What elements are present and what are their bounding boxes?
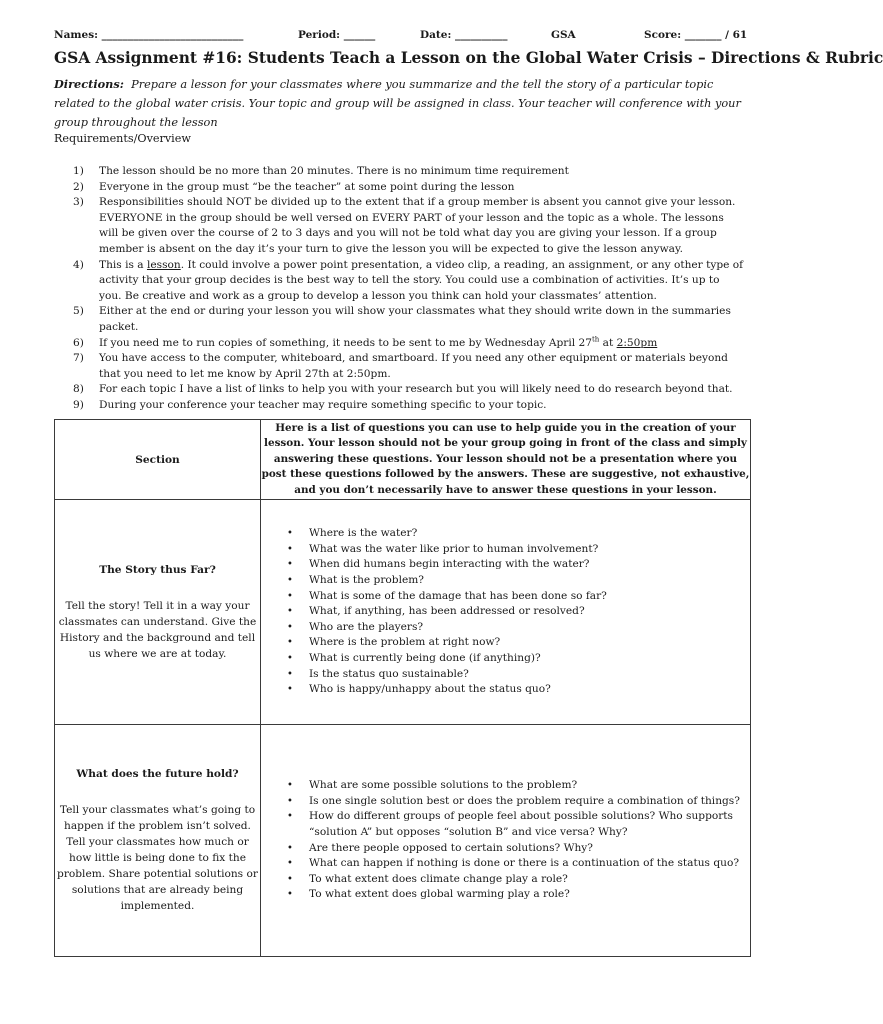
requirement-number: 7) [73, 352, 84, 365]
question-item [287, 589, 750, 605]
question-text: Where is the problem at right now? [309, 636, 501, 649]
question-list [261, 526, 750, 698]
requirement-number: 5) [73, 305, 84, 318]
requirement-number: 9) [73, 398, 84, 411]
requirement-item [54, 258, 744, 305]
requirement-item [54, 164, 744, 180]
bullet-icon: • [287, 889, 293, 901]
question-item [287, 604, 750, 620]
bullet-icon: • [287, 575, 293, 587]
requirement-text: You have access to the computer, whiteboard, and smartboard. If you need any other equipment or materials beyond that you need to let me know by April 27th at 2:50pm. [99, 352, 728, 380]
question-item [287, 794, 750, 810]
bullet-icon: • [287, 858, 293, 870]
question-text: Is the status quo sustainable? [309, 667, 469, 680]
rubric-table [54, 419, 751, 957]
rubric-header-row [55, 420, 751, 500]
period-field: Period: ______ [298, 29, 376, 41]
requirement-text-pre: This is a [99, 258, 147, 271]
rubric-header-questions: Here is a list of questions you can use to help guide you in the creation of your lesson. Your lesson should not be your group going in front of the class and simply answering these questions. Your lesson should not be a presentation where you post these questions followed by the answers. These are suggestive, not exhaustive, and you don’t necessarily have to answer these questions in your lesson. [261, 420, 751, 500]
bullet-icon: • [287, 621, 293, 633]
rubric-header-section: Section [55, 420, 261, 500]
question-text: Is one single solution best or does the problem require a combination of things? [309, 794, 740, 807]
requirement-item [54, 180, 744, 196]
bullet-icon: • [287, 668, 293, 680]
requirement-item [54, 304, 744, 335]
requirement-item [54, 336, 744, 352]
bullet-icon: • [287, 811, 293, 823]
question-text: To what extent does climate change play a role? [309, 872, 568, 885]
section-title: What does the future hold? [76, 768, 239, 780]
question-item [287, 526, 750, 542]
names-field: Names: ___________________________ [54, 29, 244, 41]
bullet-icon: • [287, 842, 293, 854]
bullet-icon: • [287, 637, 293, 649]
bullet-icon: • [287, 780, 293, 792]
question-item [287, 635, 750, 651]
requirement-item [54, 382, 744, 398]
requirements-list [54, 164, 744, 414]
requirement-item [54, 351, 744, 382]
question-item [287, 620, 750, 636]
question-item [287, 682, 750, 698]
requirement-deadline: 2:50pm [616, 336, 658, 349]
requirement-text: During your conference your teacher may require something specific to your topic. [99, 398, 547, 411]
questions-cell [261, 500, 751, 725]
bullet-icon: • [287, 795, 293, 807]
question-text: To what extent does global warming play a role? [309, 888, 570, 901]
requirements-heading: Requirements/Overview [54, 132, 191, 145]
question-text: When did humans begin interacting with the water? [309, 558, 590, 571]
bullet-icon: • [287, 590, 293, 602]
date-field: Date: __________ [420, 29, 508, 41]
requirement-number: 4) [73, 258, 84, 271]
rubric-row-story [55, 500, 751, 725]
section-cell [55, 500, 261, 725]
bullet-icon: • [287, 652, 293, 664]
requirement-text: . It could involve a power point presentation, a video clip, a reading, an assignment, or any other type of activity that your group decides is the best way to tell the story. You could use a combination of activities. It’s up to you. Be creative and work as a group to develop a lesson you think can hold your classmates’ attention. [99, 258, 744, 302]
question-item [287, 872, 750, 888]
question-text: What, if anything, has been addressed or resolved? [309, 605, 585, 618]
question-text: How do different groups of people feel about possible solutions? Who supports “solution A” but opposes “solution B” and vice versa? Why? [309, 810, 733, 838]
question-item [287, 651, 750, 667]
requirement-number: 3) [73, 196, 84, 209]
question-item [287, 778, 750, 794]
score-field: Score: _______ / 61 [644, 29, 748, 41]
question-text: Are there people opposed to certain solutions? Why? [309, 841, 593, 854]
question-text: What can happen if nothing is done or there is a continuation of the status quo? [309, 857, 740, 870]
section-description: Tell your classmates what’s going to happen if the problem isn’t solved. Tell your classmates how much or how little is being done to fix the problem. Share potential solutions or solutions that are already being implemented. [57, 804, 258, 912]
question-item [287, 542, 750, 558]
requirement-number: 8) [73, 383, 84, 396]
question-text: What is some of the damage that has been done so far? [309, 589, 607, 602]
question-text: What is currently being done (if anything)? [309, 651, 541, 664]
requirement-text-mid: at [599, 336, 617, 349]
question-item [287, 557, 750, 573]
requirement-text: Either at the end or during your lesson you will show your classmates what they should write down in the summaries packet. [99, 305, 731, 333]
course-label: GSA [551, 29, 576, 41]
questions-cell [261, 725, 751, 957]
question-text: Who is happy/unhappy about the status quo? [309, 683, 551, 696]
requirement-underlined-word: lesson [146, 258, 181, 271]
question-item [287, 573, 750, 589]
question-text: What was the water like prior to human involvement? [309, 542, 599, 555]
bullet-icon: • [287, 528, 293, 540]
question-text: Where is the water? [309, 527, 418, 540]
directions-label: Directions: [54, 77, 124, 91]
section-cell [55, 725, 261, 957]
bullet-icon: • [287, 606, 293, 618]
requirement-number: 6) [73, 336, 84, 349]
question-text: Who are the players? [309, 620, 424, 633]
question-item [287, 856, 750, 872]
directions-paragraph [54, 75, 744, 132]
section-title: The Story thus Far? [99, 563, 216, 576]
requirement-text: Responsibilities should NOT be divided up to the extent that if a group member is absent you cannot give your lesson. EVERYONE in the group should be well versed on EVERY PART of your lesson and the topic as a whole. The lessons will be given over the course of 2 to 3 days and you will not be told what day you are giving your lesson. If a group member is absent on the day it’s your turn to give the lesson you will be expected to give the lesson anyway. [99, 196, 736, 255]
requirement-number: 1) [73, 165, 84, 177]
requirement-text: Everyone in the group must “be the teacher” at some point during the lesson [99, 180, 515, 193]
requirement-number: 2) [73, 180, 84, 193]
question-text: What is the problem? [309, 574, 424, 587]
requirement-item [54, 398, 744, 414]
question-item [287, 667, 750, 683]
bullet-icon: • [287, 543, 293, 555]
page-title: GSA Assignment #16: Students Teach a Lesson on the Global Water Crisis – Directions & Rubric [54, 49, 883, 67]
bullet-icon: • [287, 684, 293, 696]
requirement-text-pre: If you need me to run copies of something, it needs to be sent to me by Wednesday April 27 [99, 336, 592, 349]
question-text: What are some possible solutions to the problem? [309, 779, 578, 792]
question-item [287, 809, 750, 840]
rubric-row-future [55, 725, 751, 957]
requirement-item [54, 195, 744, 257]
question-item [287, 887, 750, 903]
directions-text: Prepare a lesson for your classmates where you summarize and the tell the story of a particular topic related to the global water crisis. Your topic and group will be assigned in class. Your teacher will conference with your group throughout the lesson [54, 78, 741, 129]
bullet-icon: • [287, 559, 293, 571]
question-list [261, 778, 750, 903]
bullet-icon: • [287, 873, 293, 885]
question-item [287, 841, 750, 857]
requirement-text: The lesson should be no more than 20 minutes. There is no minimum time requirement [99, 165, 569, 177]
section-description: Tell the story! Tell it in a way your classmates can understand. Give the History and the background and tell us where we are at today. [58, 599, 257, 660]
requirement-text: For each topic I have a list of links to help you with your research but you will likely need to do research beyond that. [99, 383, 733, 396]
ordinal-suffix: th [591, 335, 600, 343]
